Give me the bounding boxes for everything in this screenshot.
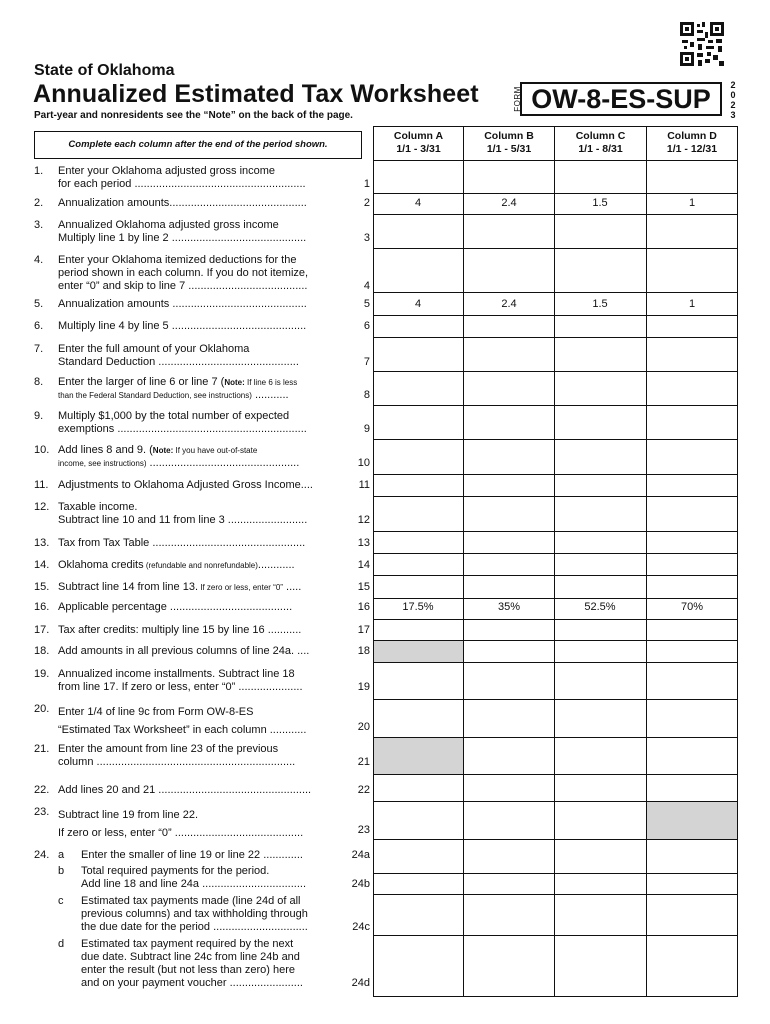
line-number: 18. bbox=[34, 645, 50, 657]
line-text-part: Subtract line 14 from line 13. bbox=[58, 581, 199, 593]
line-number: 5. bbox=[34, 298, 44, 310]
instruction-box: Complete each column after the end of the period shown. bbox=[34, 131, 362, 159]
line-text-part: (refundable and nonrefundable) bbox=[143, 561, 258, 570]
entry-cell[interactable] bbox=[464, 554, 554, 575]
entry-cell[interactable] bbox=[464, 700, 554, 737]
line-ref: 17 bbox=[357, 624, 370, 636]
line-text: Applicable percentage ........................................ bbox=[58, 601, 293, 613]
sub-letter: c bbox=[58, 895, 64, 907]
page-subtitle: Part-year and nonresidents see the “Note” on the back of the page. bbox=[34, 110, 353, 121]
line-text-part: Applicable percentage bbox=[58, 601, 167, 613]
entry-cell[interactable] bbox=[374, 161, 463, 193]
line-text: Multiply $1,000 by the total number of expected exemptions .............................................................. bbox=[58, 410, 307, 435]
entry-cell[interactable] bbox=[647, 641, 737, 662]
line-number: 23. bbox=[34, 806, 50, 818]
line-text-part: Annualization amounts bbox=[58, 197, 170, 209]
line-text-part: Enter your Oklahoma adjusted gross income bbox=[58, 165, 276, 177]
line-text-part: Enter the larger of line 6 or line 7 ( bbox=[58, 376, 225, 388]
entry-cell[interactable] bbox=[647, 874, 737, 894]
entry-cell[interactable] bbox=[555, 372, 646, 405]
entry-cell[interactable] bbox=[555, 576, 646, 598]
entry-cell[interactable] bbox=[647, 554, 737, 575]
cell-value: 4 bbox=[414, 197, 422, 209]
column-name: Column B bbox=[484, 130, 534, 142]
line-ref: 5 bbox=[363, 298, 370, 310]
entry-cell[interactable] bbox=[374, 440, 463, 474]
line-text-part: Estimated tax payment required by the next bbox=[81, 938, 294, 950]
entry-cell[interactable] bbox=[374, 406, 463, 439]
line-text-part: Multiply $1,000 by the total number of expected bbox=[58, 410, 290, 422]
line-number: 1. bbox=[34, 165, 44, 177]
line-ref: 16 bbox=[357, 601, 370, 613]
entry-cell[interactable] bbox=[374, 249, 463, 292]
entry-cell[interactable] bbox=[374, 802, 463, 839]
line-text-part: Total required payments for the period. bbox=[81, 865, 270, 877]
line-text-part: Subtract line 10 and 11 from line 3 bbox=[58, 514, 225, 526]
entry-cell[interactable] bbox=[555, 620, 646, 640]
line-text-part: the due date for the period bbox=[81, 921, 211, 933]
line-ref: 9 bbox=[363, 423, 370, 435]
entry-cell[interactable] bbox=[647, 475, 737, 496]
sub-letter: a bbox=[58, 849, 65, 861]
entry-cell[interactable] bbox=[374, 532, 463, 553]
entry-cell[interactable] bbox=[464, 406, 554, 439]
line-text-part: Annualized Oklahoma adjusted gross income bbox=[58, 219, 279, 231]
line-ref: 1 bbox=[363, 178, 370, 190]
entry-cell[interactable] bbox=[555, 554, 646, 575]
entry-cell[interactable] bbox=[374, 620, 463, 640]
line-number: 9. bbox=[34, 410, 44, 422]
note-label: Note: bbox=[224, 378, 245, 387]
entry-cell[interactable] bbox=[647, 249, 737, 292]
line-number: 14. bbox=[34, 559, 50, 571]
line-number: 20. bbox=[34, 703, 50, 715]
entry-cell[interactable] bbox=[374, 576, 463, 598]
entry-cell[interactable] bbox=[555, 532, 646, 553]
entry-cell[interactable] bbox=[374, 338, 463, 371]
entry-cell[interactable] bbox=[555, 475, 646, 496]
form-label: FORM bbox=[513, 86, 522, 112]
line-1 bbox=[34, 165, 370, 193]
line-number: 10. bbox=[34, 444, 50, 456]
line-text-part: period shown in each column. If you do not itemize, bbox=[58, 267, 309, 279]
entry-cell[interactable] bbox=[374, 554, 463, 575]
line-ref: 12 bbox=[357, 514, 370, 526]
cell-value: 17.5% bbox=[402, 601, 434, 613]
page-title: Annualized Estimated Tax Worksheet bbox=[33, 80, 479, 108]
entry-cell[interactable] bbox=[374, 372, 463, 405]
line-text-part: If zero or less, enter “0” bbox=[198, 583, 283, 592]
line-text-part: Estimated tax payments made (line 24d of all bbox=[81, 895, 301, 907]
line-ref: 21 bbox=[357, 756, 370, 768]
line-ref: 10 bbox=[357, 457, 370, 469]
line-text: Annualized income installments. Subtract line 18 from line 17. If zero or less, enter “0” ..................... bbox=[58, 668, 303, 693]
line-text-part: “Estimated Tax Worksheet” in each column bbox=[58, 724, 267, 736]
entry-cell[interactable] bbox=[555, 738, 646, 774]
entry-cell[interactable] bbox=[555, 406, 646, 439]
line-text-part: Enter the smaller of line 19 or line 22 bbox=[81, 849, 261, 861]
line-ref: 23 bbox=[357, 824, 370, 836]
entry-cell[interactable] bbox=[647, 840, 737, 873]
line-ref: 24c bbox=[352, 921, 370, 933]
entry-cell[interactable] bbox=[647, 895, 737, 935]
line-text: Add lines 8 and 9. (Note: If you have out-of-state income, see instructions) ................................................. bbox=[58, 444, 300, 469]
line-text-part: If zero or less, enter “0” bbox=[58, 827, 172, 839]
line-text-part: Enter the full amount of your Oklahoma bbox=[58, 343, 250, 355]
line-text: Add amounts in all previous columns of line 24a. .... bbox=[58, 645, 310, 657]
entry-cell[interactable] bbox=[464, 802, 554, 839]
line-text: Total required payments for the period. Add line 18 and line 24a .................................. bbox=[81, 865, 307, 890]
line-number: 13. bbox=[34, 537, 50, 549]
line-text: Enter the full amount of your Oklahoma Standard Deduction .............................................. bbox=[58, 343, 299, 368]
line-ref: 4 bbox=[363, 280, 370, 292]
entry-cell[interactable] bbox=[647, 802, 737, 839]
line-text-part: for each period bbox=[58, 178, 132, 190]
column-period: 1/1 - 3/31 bbox=[396, 143, 441, 155]
tax-year bbox=[727, 80, 739, 120]
line-text-part: due date. Subtract line 24c from line 24b and bbox=[81, 951, 300, 963]
entry-cell[interactable] bbox=[555, 215, 646, 248]
entry-cell[interactable] bbox=[647, 161, 737, 193]
cell-value: 35% bbox=[497, 601, 521, 613]
entry-cell[interactable] bbox=[555, 440, 646, 474]
line-ref: 13 bbox=[357, 537, 370, 549]
line-text-part: Tax after credits: multiply line 15 by line 16 bbox=[58, 624, 265, 636]
line-ref: 24b bbox=[351, 878, 370, 890]
entry-cell[interactable] bbox=[647, 406, 737, 439]
entry-cell[interactable] bbox=[647, 215, 737, 248]
cell-value: 70% bbox=[680, 601, 704, 613]
line-ref: 8 bbox=[363, 389, 370, 401]
line-number: 7. bbox=[34, 343, 44, 355]
entry-cell[interactable] bbox=[464, 936, 554, 996]
entry-cell[interactable] bbox=[464, 641, 554, 662]
year-digit: 0 bbox=[730, 90, 736, 100]
line-number: 3. bbox=[34, 219, 44, 231]
entry-cell[interactable] bbox=[555, 802, 646, 839]
entry-cell[interactable] bbox=[374, 895, 463, 935]
line-text-part: Annualization amounts bbox=[58, 298, 170, 310]
line-text-part: Taxable income. bbox=[58, 501, 138, 513]
entry-cell[interactable] bbox=[464, 532, 554, 553]
grid-vline bbox=[737, 126, 738, 997]
line-number: 12. bbox=[34, 501, 50, 513]
line-text: Subtract line 19 from line 22. If zero or less, enter “0” .......................................... bbox=[58, 809, 304, 839]
line-text: Multiply line 4 by line 5 ............................................ bbox=[58, 320, 307, 332]
column-name: Column C bbox=[575, 130, 626, 142]
entry-cell[interactable] bbox=[647, 700, 737, 737]
entry-cell[interactable] bbox=[464, 475, 554, 496]
entry-cell[interactable] bbox=[647, 620, 737, 640]
line-text-part: Annualized income installments. Subtract line 18 bbox=[58, 668, 295, 680]
column-header-a bbox=[374, 127, 463, 161]
entry-cell[interactable] bbox=[555, 641, 646, 662]
line-text-part: previous columns) and tax withholding through bbox=[81, 908, 308, 920]
line-text-part: Subtract line 19 from line 22. bbox=[58, 809, 199, 821]
line-text-part: income, see instructions) bbox=[58, 459, 147, 468]
line-text: Enter your Oklahoma adjusted gross income for each period ........................................................ bbox=[58, 165, 306, 190]
line-number: 15. bbox=[34, 581, 50, 593]
line-text: Add lines 20 and 21 .................................................. bbox=[58, 784, 312, 796]
line-text-part: Adjustments to Oklahoma Adjusted Gross Income.... bbox=[58, 479, 313, 491]
line-text-part: Tax from Tax Table bbox=[58, 537, 150, 549]
line-text: Annualized Oklahoma adjusted gross income Multiply line 1 by line 2 ............................................ bbox=[58, 219, 307, 244]
line-text: Enter 1/4 of line 9c from Form OW-8-ES “Estimated Tax Worksheet” in each column ............ bbox=[58, 706, 307, 736]
entry-cell[interactable] bbox=[464, 338, 554, 371]
line-ref: 11 bbox=[358, 479, 370, 491]
entry-cell[interactable] bbox=[555, 874, 646, 894]
entry-cell[interactable] bbox=[647, 440, 737, 474]
line-text-part: and on your payment voucher bbox=[81, 977, 227, 989]
line-number: 19. bbox=[34, 668, 50, 680]
cell-value: 4 bbox=[414, 298, 422, 310]
entry-cell[interactable] bbox=[647, 663, 737, 699]
line-text-part: If line 6 is less bbox=[244, 378, 298, 387]
entry-cell[interactable] bbox=[464, 440, 554, 474]
column-period: 1/1 - 8/31 bbox=[578, 143, 623, 155]
entry-cell[interactable] bbox=[555, 663, 646, 699]
line-ref: 24a bbox=[351, 849, 370, 861]
line-text-part: Enter your Oklahoma itemized deductions for the bbox=[58, 254, 297, 266]
column-name: Column A bbox=[393, 130, 444, 142]
entry-cell[interactable] bbox=[555, 316, 646, 337]
line-number: 24. bbox=[34, 849, 50, 861]
line-text-part: Oklahoma credits bbox=[58, 559, 144, 571]
line-text: Estimated tax payment required by the next due date. Subtract line 24c from line 24b and enter the result (but not less than zero) here and on your payment voucher ........................ bbox=[81, 938, 303, 989]
entry-cell[interactable] bbox=[555, 338, 646, 371]
line-ref: 20 bbox=[357, 721, 370, 733]
line-text: Oklahoma credits (refundable and nonrefundable)............ bbox=[58, 559, 295, 571]
entry-cell[interactable] bbox=[374, 641, 463, 662]
line-number: 2. bbox=[34, 197, 44, 209]
line-text: Taxable income. Subtract line 10 and 11 from line 3 .......................... bbox=[58, 501, 308, 526]
line-text: Subtract line 14 from line 13. If zero or less, enter “0” ..... bbox=[58, 581, 302, 593]
line-text-part: Multiply line 4 by line 5 bbox=[58, 320, 169, 332]
line-number: 22. bbox=[34, 784, 50, 796]
cell-value: 2.4 bbox=[501, 197, 517, 209]
line-number: 21. bbox=[34, 743, 50, 755]
entry-cell[interactable] bbox=[464, 372, 554, 405]
cell-value: 1.5 bbox=[592, 197, 608, 209]
line-text-part: Standard Deduction bbox=[58, 356, 156, 368]
note-label: Note: bbox=[152, 446, 174, 455]
entry-cell[interactable] bbox=[555, 497, 646, 531]
entry-cell[interactable] bbox=[464, 738, 554, 774]
qr-code bbox=[680, 22, 724, 66]
entry-cell[interactable] bbox=[647, 936, 737, 996]
entry-cell[interactable] bbox=[374, 936, 463, 996]
line-text bbox=[58, 479, 370, 492]
form-number: OW-8-ES-SUP bbox=[520, 82, 722, 116]
line-ref: 2 bbox=[363, 197, 370, 209]
line-text-part: from line 17. If zero or less, enter “0” bbox=[58, 681, 236, 693]
entry-cell[interactable] bbox=[464, 215, 554, 248]
entry-cell[interactable] bbox=[464, 161, 554, 193]
line-number: 16. bbox=[34, 601, 50, 613]
line-ref: 14 bbox=[357, 559, 370, 571]
entry-cell[interactable] bbox=[464, 497, 554, 531]
entry-cell[interactable] bbox=[374, 497, 463, 531]
line-text-part: Add lines 20 and 21 bbox=[58, 784, 156, 796]
sub-letter: b bbox=[58, 865, 65, 877]
entry-cell[interactable] bbox=[647, 497, 737, 531]
line-ref: 19 bbox=[357, 681, 370, 693]
entry-cell[interactable] bbox=[464, 249, 554, 292]
column-header-c bbox=[555, 127, 646, 161]
entry-cell[interactable] bbox=[464, 874, 554, 894]
line-number: 6. bbox=[34, 320, 44, 332]
column-header-b bbox=[464, 127, 554, 161]
year-digit: 2 bbox=[730, 80, 736, 90]
entry-cell[interactable] bbox=[647, 316, 737, 337]
line-text: Enter the amount from line 23 of the previous column ................................................................. bbox=[58, 743, 296, 768]
grid-hline bbox=[373, 996, 738, 997]
line-24 bbox=[34, 849, 370, 999]
entry-cell[interactable] bbox=[647, 738, 737, 774]
line-text: Tax after credits: multiply line 15 by line 16 ........... bbox=[58, 624, 302, 636]
line-number: 4. bbox=[34, 254, 44, 266]
cell-value: 2.4 bbox=[501, 298, 517, 310]
entry-cell[interactable] bbox=[374, 840, 463, 873]
entry-cell[interactable] bbox=[555, 775, 646, 801]
column-period: 1/1 - 12/31 bbox=[666, 143, 718, 155]
grid-hline bbox=[373, 126, 738, 127]
entry-cell[interactable] bbox=[647, 338, 737, 371]
line-number: 17. bbox=[34, 624, 50, 636]
entry-cell[interactable] bbox=[374, 663, 463, 699]
column-header-d bbox=[647, 127, 737, 161]
entry-cell[interactable] bbox=[374, 874, 463, 894]
line-text-part: Enter 1/4 of line 9c from Form OW-8-ES bbox=[58, 706, 254, 718]
column-name: Column D bbox=[667, 130, 717, 142]
line-ref: 3 bbox=[363, 232, 370, 244]
sub-letter: d bbox=[58, 938, 65, 950]
entry-cell[interactable] bbox=[464, 576, 554, 598]
line-text-part: Add lines 8 and 9. ( bbox=[58, 444, 153, 456]
line-ref: 15 bbox=[357, 581, 370, 593]
line-text-part: column bbox=[58, 756, 94, 768]
line-text-part: Add line 18 and line 24a bbox=[81, 878, 200, 890]
line-text-part: Enter the amount from line 23 of the previous bbox=[58, 743, 279, 755]
entry-cell[interactable] bbox=[647, 532, 737, 553]
entry-cell[interactable] bbox=[374, 316, 463, 337]
line-text: Enter the larger of line 6 or line 7 (Note: If line 6 is less than the Federal Standard Deduction, see instructions) ........... bbox=[58, 376, 298, 401]
entry-cell[interactable] bbox=[464, 840, 554, 873]
line-text: Annualization amounts............................................. bbox=[58, 197, 307, 209]
cell-value: 1 bbox=[688, 298, 696, 310]
state-heading: State of Oklahoma bbox=[34, 62, 175, 79]
line-ref: 18 bbox=[357, 645, 370, 657]
entry-cell[interactable] bbox=[555, 840, 646, 873]
entry-cell[interactable] bbox=[374, 700, 463, 737]
entry-cell[interactable] bbox=[555, 249, 646, 292]
line-ref: 7 bbox=[363, 356, 370, 368]
cell-value: 1.5 bbox=[592, 298, 608, 310]
entry-cell[interactable] bbox=[647, 576, 737, 598]
line-text: Enter your Oklahoma itemized deductions for the period shown in each column. If you do not itemize, enter “0” and skip to line 7 ....................................... bbox=[58, 254, 309, 292]
year-digit: 2 bbox=[730, 100, 736, 110]
line-text: Estimated tax payments made (line 24d of all previous columns) and tax withholding through the due date for the period ............................... bbox=[81, 895, 308, 933]
entry-cell[interactable] bbox=[464, 663, 554, 699]
line-text-part: than the Federal Standard Deduction, see instructions) bbox=[58, 391, 252, 400]
line-text-part: If you have out-of-state bbox=[173, 446, 258, 455]
entry-cell[interactable] bbox=[374, 775, 463, 801]
line-text-part: enter “0” and skip to line 7 bbox=[58, 280, 186, 292]
cell-value: 1 bbox=[688, 197, 696, 209]
entry-cell[interactable] bbox=[464, 895, 554, 935]
line-ref: 6 bbox=[363, 320, 370, 332]
entry-cell[interactable] bbox=[374, 738, 463, 774]
entry-cell[interactable] bbox=[555, 700, 646, 737]
entry-cell[interactable] bbox=[464, 316, 554, 337]
column-period: 1/1 - 5/31 bbox=[486, 143, 532, 155]
entry-cell[interactable] bbox=[374, 475, 463, 496]
line-text-part: Multiply line 1 by line 2 bbox=[58, 232, 169, 244]
entry-cell[interactable] bbox=[464, 775, 554, 801]
line-text: Enter the smaller of line 19 or line 22 ............. bbox=[81, 849, 303, 861]
line-ref: 22 bbox=[357, 784, 370, 796]
entry-cell[interactable] bbox=[555, 161, 646, 193]
entry-cell[interactable] bbox=[647, 775, 737, 801]
entry-cell[interactable] bbox=[555, 895, 646, 935]
line-number: 11. bbox=[34, 479, 49, 491]
line-text: Annualization amounts ............................................ bbox=[58, 298, 307, 310]
line-text: Tax from Tax Table .................................................. bbox=[58, 537, 306, 549]
entry-cell[interactable] bbox=[464, 620, 554, 640]
entry-cell[interactable] bbox=[374, 215, 463, 248]
line-text-part: exemptions bbox=[58, 423, 115, 435]
cell-value: 52.5% bbox=[584, 601, 616, 613]
line-ref: 24d bbox=[351, 977, 370, 989]
entry-cell[interactable] bbox=[555, 936, 646, 996]
line-text-part: enter the result (but not less than zero) here bbox=[81, 964, 296, 976]
line-text-part: Add amounts in all previous columns of line 24a. bbox=[58, 645, 295, 657]
year-digit: 3 bbox=[730, 110, 736, 120]
line-number: 8. bbox=[34, 376, 44, 388]
entry-cell[interactable] bbox=[647, 372, 737, 405]
